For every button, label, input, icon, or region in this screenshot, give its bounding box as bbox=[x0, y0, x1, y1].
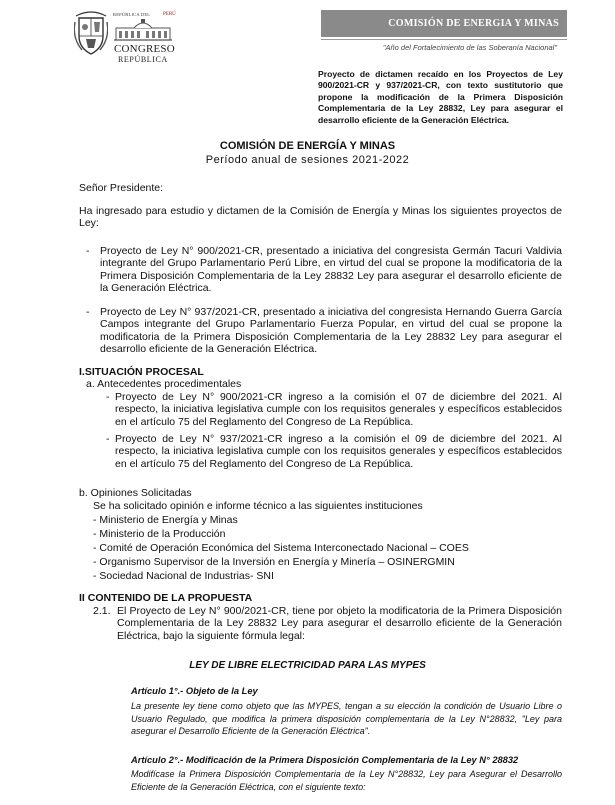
year-motto: "Año del Fortalecimiento de las Soberanía Nacional" bbox=[382, 43, 557, 52]
session-period: Período anual de sesiones 2021-2022 bbox=[205, 154, 410, 166]
commission-banner: COMISIÓN DE ENERGIA Y MINAS bbox=[321, 10, 567, 37]
antecedente-item: Proyecto de Ley N° 900/2021-CR ingreso a la comisión el 07 de diciembre del 2021. Al respecto, la iniciativa legislativa cumple con los requisitos generales y específicos establecidos en el artículo 75 del Reglamento del Congreso de La República. bbox=[115, 391, 562, 428]
logo-peru-text: PERÚ bbox=[163, 12, 176, 17]
list-bullet: - bbox=[106, 391, 110, 403]
article-2-body: Modifícase la Primera Disposición Complementaria de la Ley N°28832, Ley para Asegurar el Desarrollo Eficiente de la Generación Eléctrica, con el siguiente texto: bbox=[131, 769, 562, 792]
coat-of-arms-icon bbox=[74, 10, 108, 56]
article-1-heading: Artículo 1°.- Objeto de la Ley bbox=[131, 686, 258, 696]
institution-item: - Comité de Operación Económica del Sistema Interconectado Nacional – COES bbox=[93, 542, 469, 554]
article-1-body: La presente ley tiene como objeto que las MYPES, tengan a su elección la condición de Usuario Libre o Usuario Regulado, que modifica la primera disposición complementaria de la Ley N°28832, "Ley para asegurar el Desarrollo Eficiente de la Generación Eléctrica". bbox=[131, 701, 562, 737]
section-heading-situacion: I.SITUACIÓN PROCESAL bbox=[79, 366, 204, 378]
section-heading-contenido: II CONTENIDO DE LA PROPUESTA bbox=[79, 592, 253, 604]
article-2-heading: Artículo 2°.- Modificación de la Primera Disposición Complementaria de la Ley N° 28832 bbox=[131, 755, 519, 765]
congress-building-icon bbox=[112, 18, 174, 42]
list-bullet: - bbox=[86, 306, 90, 318]
logo-congreso-text: CONGRESO bbox=[114, 43, 175, 55]
subsection-a-label: a. Antecedentes procedimentales bbox=[86, 378, 242, 390]
greeting: Señor Presidente: bbox=[79, 182, 164, 194]
law-title: LEY DE LIBRE ELECTRICIDAD PARA LAS MYPES bbox=[189, 660, 426, 671]
item-number: 2.1. bbox=[93, 605, 111, 617]
intro-paragraph: Ha ingresado para estudio y dictamen de la Comisión de Energía y Minas los siguientes proyectos de Ley: bbox=[79, 205, 562, 230]
subsection-b-label: b. Opiniones Solicitadas bbox=[79, 487, 192, 499]
institution-item: - Ministerio de la Producción bbox=[93, 528, 226, 540]
opiniones-intro: Se ha solicitado opinión e informe técnico a las siguientes instituciones bbox=[93, 500, 423, 512]
contenido-paragraph: El Proyecto de Ley N° 900/2021-CR, tiene por objeto la modificatoria de la Primera Disposición Complementaria de la Ley 28832 Ley para asegurar el desarrollo eficiente de la Generación Eléctrica, bajo la siguiente fórmula legal: bbox=[117, 605, 562, 642]
commission-title: COMISIÓN DE ENERGÍA Y MINAS bbox=[219, 140, 396, 152]
proyecto-item: Proyecto de Ley N° 937/2021-CR, presentado a iniciativa del congresista Hernando Guerra García Campos integrante del Grupo Parlamentario Fuerza Popular, en virtud del cual se propone la modificatoria de la Primera Disposición Complementaria de la Ley 28832 Ley para asegurar el desarrollo eficiente de la Generación Eléctrica. bbox=[100, 306, 562, 355]
institution-item: - Ministerio de Energía y Minas bbox=[93, 514, 238, 526]
institution-item: - Organismo Supervisor de la Inversión en Energía y Minería – OSINERGMIN bbox=[93, 556, 455, 568]
antecedente-item: Proyecto de Ley N° 937/2021-CR ingreso a la comisión el 09 de diciembre del 2021. Al respecto, la iniciativa legislativa cumple con los requisitos generales y específicos establecidos en el artículo 75 del Reglamento del Congreso de La República. bbox=[115, 433, 562, 470]
congreso-logo bbox=[74, 8, 184, 64]
banner-divider bbox=[321, 39, 567, 40]
institution-item: - Sociedad Nacional de Industrias- SNI bbox=[93, 570, 274, 582]
list-bullet: - bbox=[86, 245, 90, 257]
list-bullet: - bbox=[106, 433, 110, 445]
logo-republica-text: REPÚBLICA bbox=[118, 55, 168, 64]
logo-top-text: REPÚBLICA DEL bbox=[113, 12, 151, 17]
proyecto-item: Proyecto de Ley N° 900/2021-CR, presentado a iniciativa del congresista Germán Tacuri Valdivia integrante del Grupo Parlamentario Perú Libre, en virtud del cual se propone la modificatoria de la Primera Disposición Complementaria de la Ley 28832 Ley para asegurar el desarrollo eficiente de la Generación Eléctrica. bbox=[100, 245, 562, 294]
dictamen-title: Proyecto de dictamen recaído en los Proyectos de Ley 900/2021-CR y 937/2021-CR, con texto sustitutorio que propone la modificación de la Primera Disposición Complementaria de la Ley 28832, Ley para asegurar el desarrollo eficiente de la Generación Eléctrica. bbox=[318, 69, 563, 125]
